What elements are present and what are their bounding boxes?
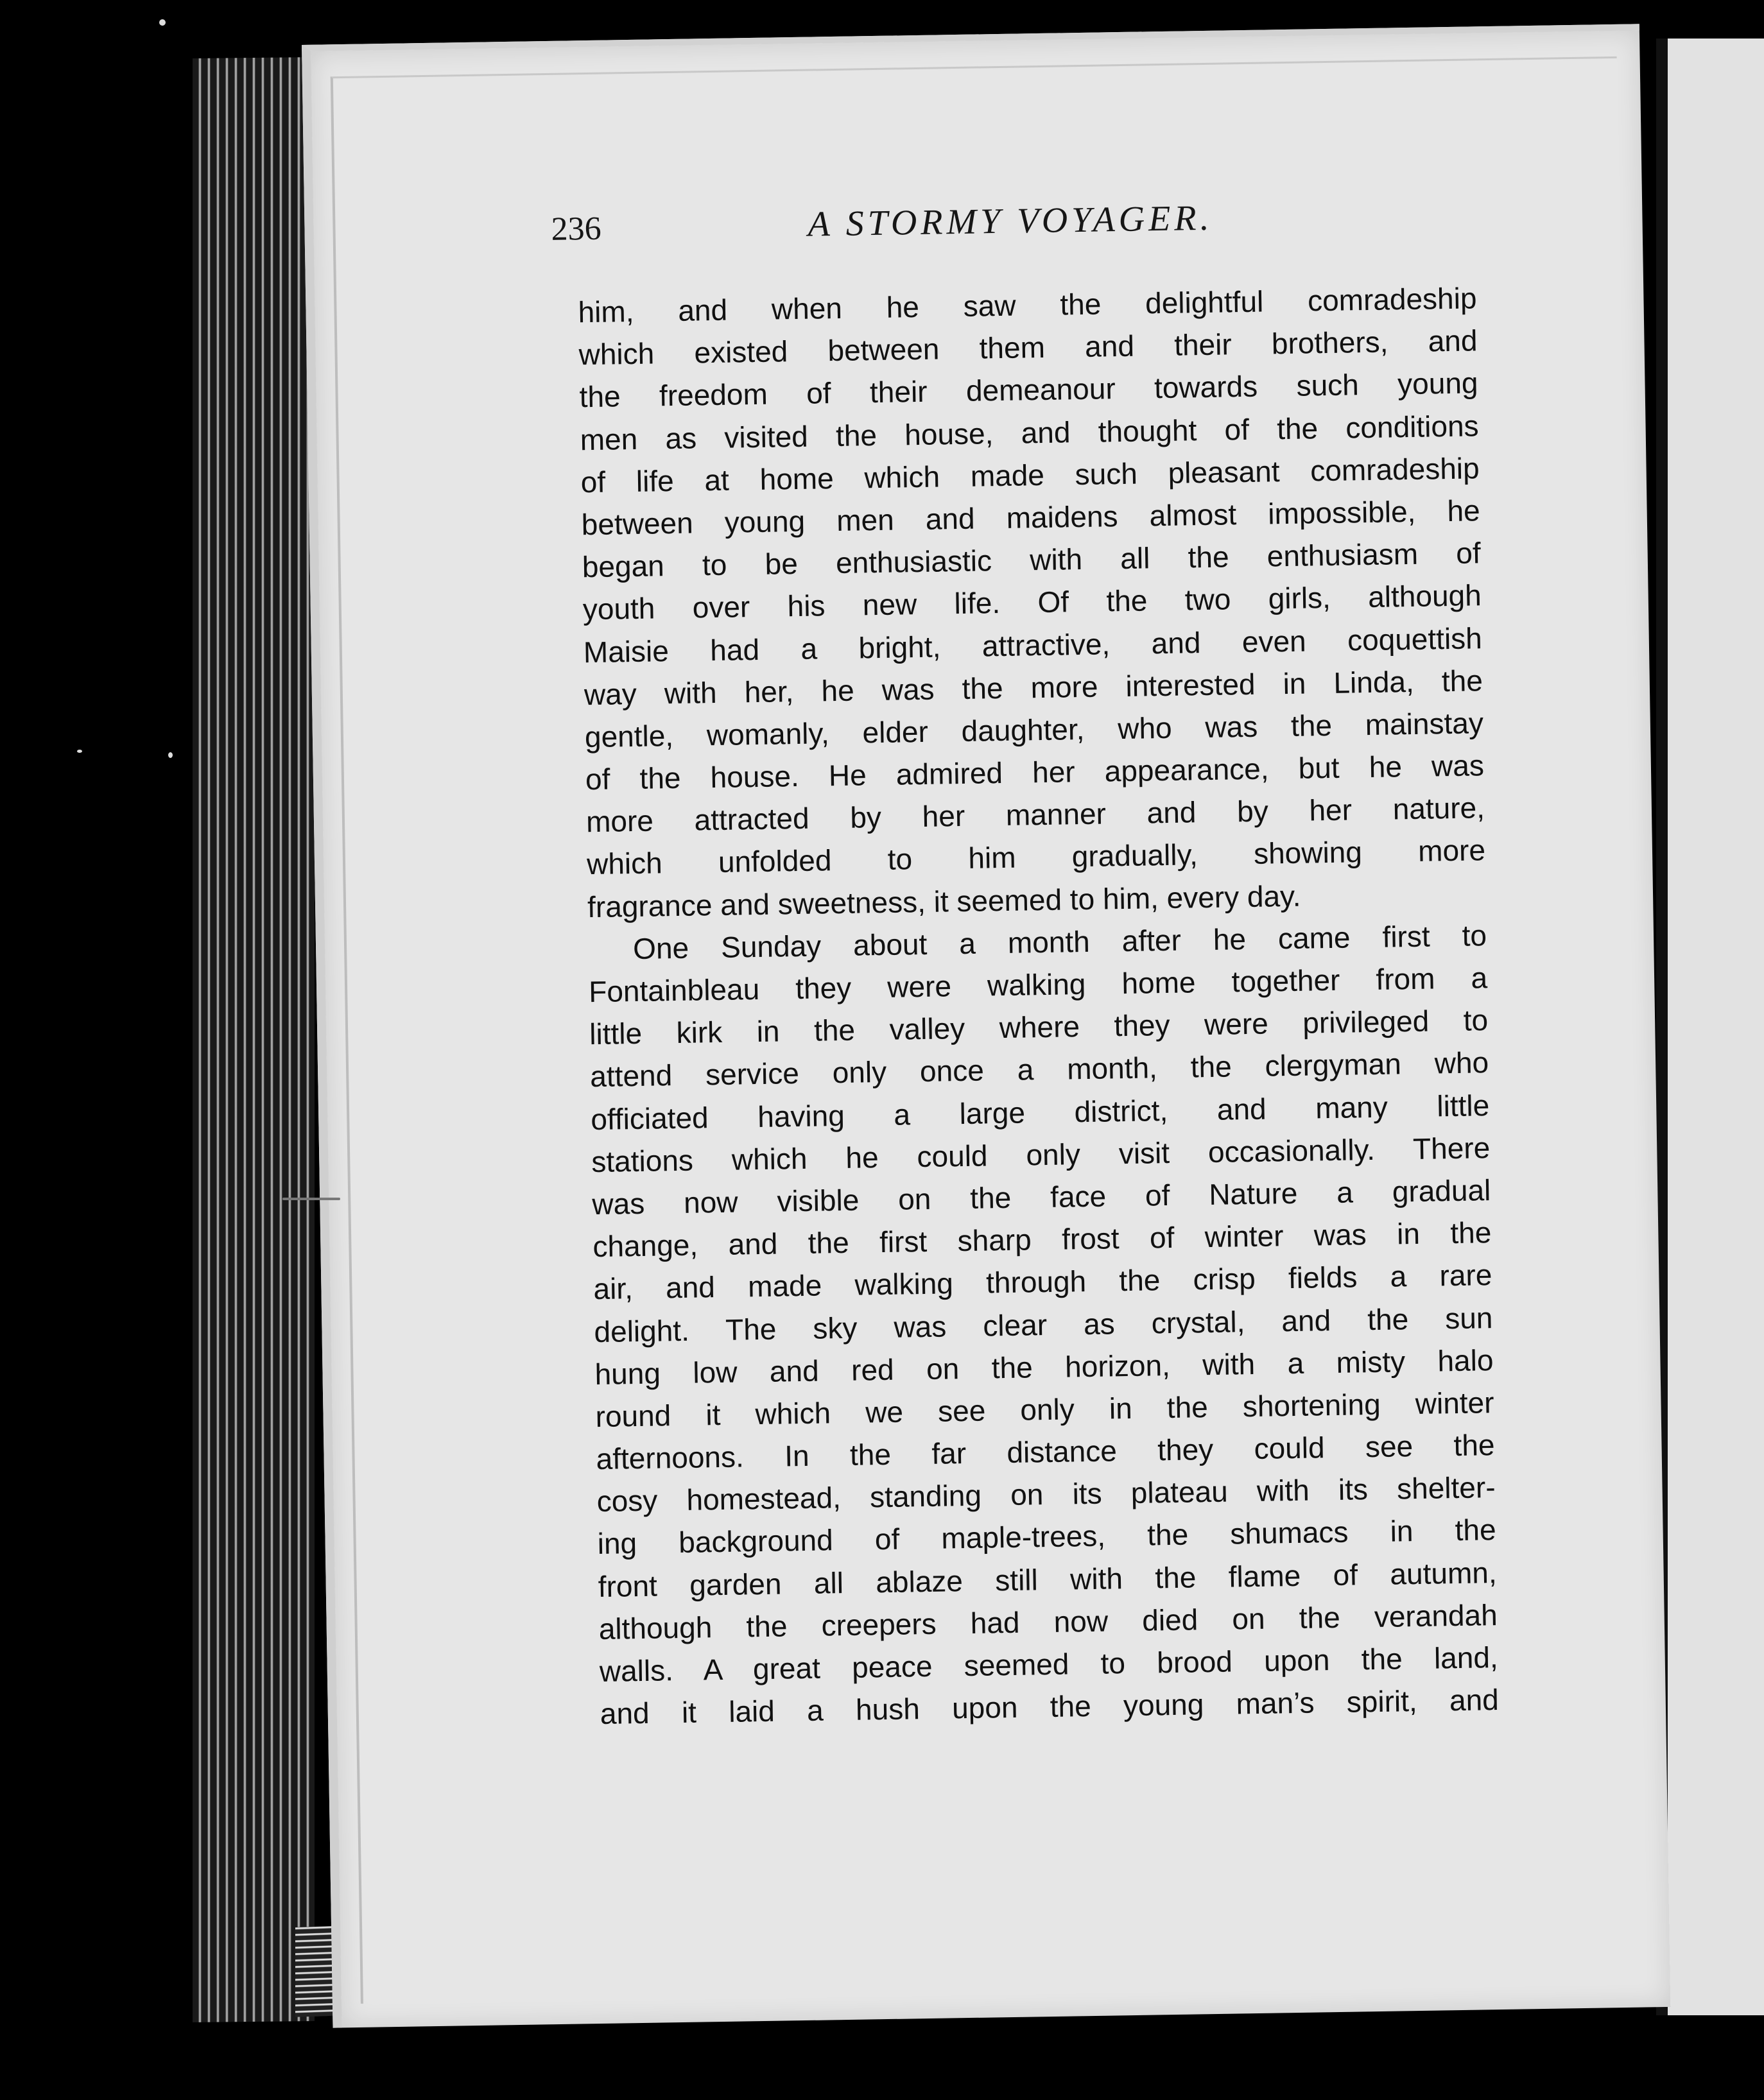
text-line: afternoons. In the far distance they could see the xyxy=(596,1428,1495,1476)
text-line: between young men and maidens almost impossible, he xyxy=(581,494,1481,542)
text-line: although the creepers had now died on the verandah xyxy=(598,1597,1498,1646)
text-line: youth over his new life. Of the two girls, although xyxy=(582,578,1482,626)
page-edges xyxy=(193,57,315,2022)
text-line: change, and the first sharp frost of winter was in the xyxy=(592,1216,1492,1264)
text-line: front garden all ablaze still with the flame of autumn, xyxy=(598,1555,1498,1603)
text-line: One Sunday about a month after he came first to xyxy=(632,918,1487,965)
text-line: more attracted by her manner and by her nature, xyxy=(585,791,1485,839)
text-line: hung low and red on the horizon, with a misty halo xyxy=(594,1343,1494,1391)
text-line: him, and when he saw the delightful comradeship xyxy=(578,281,1477,329)
text-line: was now visible on the face of Nature a gradual xyxy=(592,1173,1491,1221)
text-line: delight. The sky was clear as crystal, and the sun xyxy=(594,1300,1493,1348)
text-line: began to be enthusiastic with all the enthusiasm of xyxy=(582,536,1482,584)
text-line: walls. A great peace seemed to brood upon the land, xyxy=(599,1640,1499,1689)
text-line: air, and made walking through the crisp fields a rare xyxy=(593,1258,1492,1306)
text-line: of the house. He admired her appearance, but he was xyxy=(585,748,1485,796)
body-text xyxy=(578,277,1499,1735)
text-line: stations which he could only visit occasionally. There xyxy=(591,1130,1491,1178)
text-line: and it laid a hush upon the young man’s spirit, and xyxy=(600,1683,1500,1731)
text-line: cosy homestead, standing on its plateau with its shelter- xyxy=(596,1470,1496,1519)
book-page xyxy=(302,24,1670,2027)
facing-page-edge xyxy=(1656,39,1764,2015)
text-line: officiated having a large district, and many little xyxy=(590,1088,1490,1136)
text-line: the freedom of their demeanour towards such young xyxy=(579,366,1478,414)
text-line: fragrance and sweetness, it seemed to him, every day. xyxy=(587,879,1301,924)
text-line: attend service only once a month, the clergyman who xyxy=(589,1046,1489,1094)
text-line: little kirk in the valley where they were privileged to xyxy=(589,1003,1489,1051)
text-line: Fontainbleau they were walking home together from a xyxy=(588,961,1488,1009)
text-line: Maisie had a bright, attractive, and even coquettish xyxy=(583,621,1483,669)
text-line: of life at home which made such pleasant comradeship xyxy=(580,451,1480,499)
text-line: which existed between them and their brothers, and xyxy=(578,323,1478,372)
text-line: round it which we see only in the shortening winter xyxy=(595,1385,1494,1433)
page-number: 236 xyxy=(551,210,602,248)
text-line: ing background of maple-trees, the shumacs in the xyxy=(597,1513,1496,1561)
text-line: men as visited the house, and thought of the conditions xyxy=(580,408,1479,456)
text-line: gentle, womanly, elder daughter, who was the mainstay xyxy=(584,706,1484,754)
text-line: which unfolded to him gradually, showing more xyxy=(586,833,1486,881)
text-line: way with her, he was the more interested in Linda, the xyxy=(584,663,1483,711)
running-title: A STORMY VOYAGER. xyxy=(808,198,1213,245)
